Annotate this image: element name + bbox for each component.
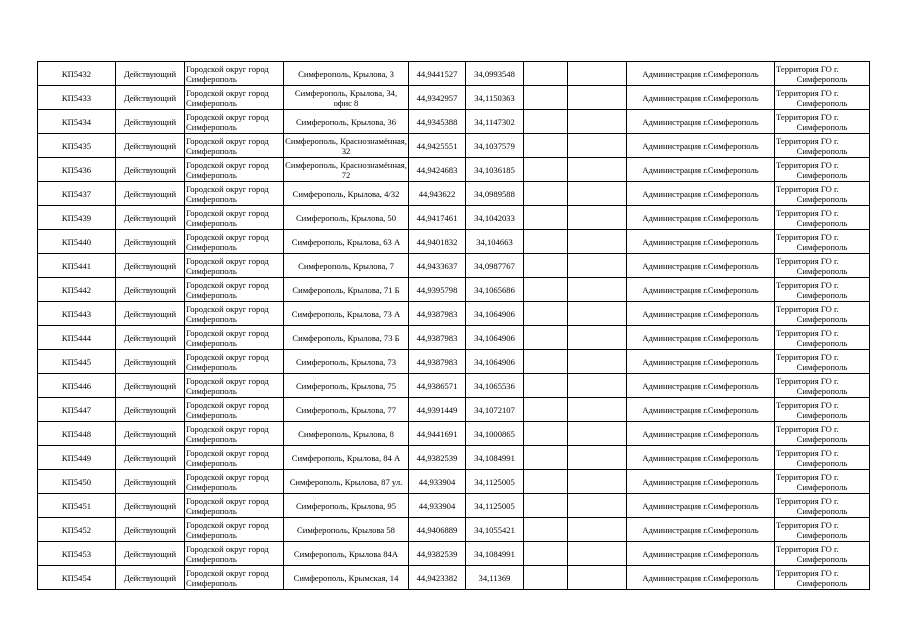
cell-district: Городской округ город Симферополь — [185, 542, 284, 566]
cell-district: Городской округ город Симферополь — [185, 86, 284, 110]
cell-organization: Администрация г.Симферополь — [627, 254, 775, 278]
cell-empty-2 — [568, 134, 627, 158]
cell-code: КП5452 — [38, 518, 116, 542]
cell-status: Действующий — [116, 110, 185, 134]
cell-empty-1 — [524, 350, 568, 374]
cell-address: Симферополь, Крылова, 4/32 — [284, 182, 409, 206]
cell-latitude: 44,9395798 — [409, 278, 466, 302]
cell-status: Действующий — [116, 326, 185, 350]
territory-line-2: Симферополь — [796, 265, 848, 276]
cell-latitude: 44,9433637 — [409, 254, 466, 278]
cell-empty-1 — [524, 518, 568, 542]
cell-territory — [775, 326, 870, 350]
cell-code: КП5432 — [38, 62, 116, 86]
territory-line-1: Территория ГО г. — [776, 303, 839, 314]
cell-latitude: 44,9342957 — [409, 86, 466, 110]
table-body — [38, 62, 870, 590]
cell-code: КП5441 — [38, 254, 116, 278]
cell-territory — [775, 62, 870, 86]
cell-empty-1 — [524, 422, 568, 446]
territory-line-1: Территория ГО г. — [776, 543, 839, 554]
cell-status: Действующий — [116, 518, 185, 542]
cell-longitude: 34,1125005 — [466, 494, 524, 518]
cell-empty-1 — [524, 182, 568, 206]
cell-organization: Администрация г.Симферополь — [627, 326, 775, 350]
cell-organization: Администрация г.Симферополь — [627, 494, 775, 518]
cell-latitude: 44,9345388 — [409, 110, 466, 134]
cell-address: Симферополь, Крылова, 73 А — [284, 302, 409, 326]
cell-longitude: 34,1084991 — [466, 446, 524, 470]
cell-address: Симферополь, Краснознамённая, 72 — [285, 159, 407, 180]
cell-latitude: 44,943622 — [409, 182, 466, 206]
territory-line-2: Симферополь — [796, 217, 848, 228]
table-row — [38, 278, 870, 302]
cell-empty-1 — [524, 302, 568, 326]
cell-empty-2 — [568, 110, 627, 134]
cell-address: Симферополь, Крылова, 63 А — [284, 230, 409, 254]
cell-empty-1 — [524, 446, 568, 470]
cell-address: Симферополь, Крылова, 8 — [284, 422, 409, 446]
territory-line-2: Симферополь — [796, 385, 848, 396]
cell-territory — [775, 134, 870, 158]
cell-district: Городской округ город Симферополь — [185, 470, 284, 494]
cell-status: Действующий — [116, 494, 185, 518]
cell-empty-2 — [568, 470, 627, 494]
table-row — [38, 110, 870, 134]
cell-empty-1 — [524, 206, 568, 230]
cell-organization: Администрация г.Симферополь — [627, 446, 775, 470]
territory-line-1: Территория ГО г. — [776, 471, 839, 482]
cell-organization: Администрация г.Симферополь — [627, 518, 775, 542]
cell-empty-2 — [568, 566, 627, 590]
table-row — [38, 182, 870, 206]
territory-line-1: Территория ГО г. — [776, 519, 839, 530]
cell-status: Действующий — [116, 374, 185, 398]
cell-territory — [775, 398, 870, 422]
cell-empty-2 — [568, 302, 627, 326]
cell-organization: Администрация г.Симферополь — [627, 350, 775, 374]
table-row — [38, 62, 870, 86]
cell-longitude: 34,1064906 — [466, 302, 524, 326]
cell-code: КП5447 — [38, 398, 116, 422]
cell-empty-2 — [568, 182, 627, 206]
cell-organization: Администрация г.Симферополь — [627, 278, 775, 302]
cell-district: Городской округ город Симферополь — [185, 182, 284, 206]
cell-district: Городской округ город Симферополь — [185, 110, 284, 134]
table-row — [38, 86, 870, 110]
cell-empty-2 — [568, 542, 627, 566]
cell-longitude: 34,1072107 — [466, 398, 524, 422]
cell-organization: Администрация г.Симферополь — [627, 422, 775, 446]
cell-empty-2 — [568, 62, 627, 86]
cell-latitude: 44,9386571 — [409, 374, 466, 398]
cell-status: Действующий — [116, 86, 185, 110]
cell-address: Симферополь, Крылова, 95 — [284, 494, 409, 518]
cell-code: КП5454 — [38, 566, 116, 590]
territory-line-2: Симферополь — [796, 97, 848, 108]
cell-status: Действующий — [116, 446, 185, 470]
cell-status: Действующий — [116, 470, 185, 494]
territory-line-1: Территория ГО г. — [776, 447, 839, 458]
cell-empty-2 — [568, 206, 627, 230]
territory-line-1: Территория ГО г. — [776, 135, 839, 146]
cell-territory — [775, 542, 870, 566]
cell-code: КП5437 — [38, 182, 116, 206]
territory-line-2: Симферополь — [796, 289, 848, 300]
cell-territory — [775, 206, 870, 230]
territory-line-2: Симферополь — [796, 145, 848, 156]
cell-code: КП5434 — [38, 110, 116, 134]
cell-address: Симферополь, Крылова, 34, офис 8 — [284, 86, 409, 110]
cell-organization: Администрация г.Симферополь — [627, 206, 775, 230]
territory-line-1: Территория ГО г. — [776, 159, 839, 170]
cell-longitude: 34,104663 — [466, 230, 524, 254]
cell-empty-1 — [524, 230, 568, 254]
cell-longitude: 34,1042033 — [466, 206, 524, 230]
cell-status: Действующий — [116, 350, 185, 374]
cell-latitude: 44,933904 — [409, 494, 466, 518]
table-row — [38, 158, 870, 182]
cell-code: КП5440 — [38, 230, 116, 254]
cell-empty-2 — [568, 398, 627, 422]
table-row — [38, 518, 870, 542]
territory-line-1: Территория ГО г. — [776, 399, 839, 410]
territory-line-2: Симферополь — [796, 553, 848, 564]
table-row — [38, 494, 870, 518]
cell-status: Действующий — [116, 398, 185, 422]
cell-latitude: 44,9391449 — [409, 398, 466, 422]
cell-latitude: 44,9387983 — [409, 350, 466, 374]
table-row — [38, 302, 870, 326]
territory-line-1: Территория ГО г. — [776, 231, 839, 242]
cell-longitude: 34,1055421 — [466, 518, 524, 542]
cell-status: Действующий — [116, 254, 185, 278]
cell-empty-1 — [524, 86, 568, 110]
cell-code: КП5433 — [38, 86, 116, 110]
territory-line-2: Симферополь — [796, 361, 848, 372]
cell-organization: Администрация г.Симферополь — [627, 230, 775, 254]
cell-district: Городской округ город Симферополь — [185, 254, 284, 278]
cell-empty-1 — [524, 374, 568, 398]
cell-address: Симферополь, Крылова, 73 — [284, 350, 409, 374]
cell-empty-1 — [524, 326, 568, 350]
cell-empty-1 — [524, 542, 568, 566]
territory-line-2: Симферополь — [796, 193, 848, 204]
cell-code: КП5443 — [38, 302, 116, 326]
cell-organization: Администрация г.Симферополь — [627, 470, 775, 494]
cell-code: КП5450 — [38, 470, 116, 494]
cell-district: Городской округ город Симферополь — [185, 350, 284, 374]
cell-status: Действующий — [116, 134, 185, 158]
cell-longitude: 34,1065686 — [466, 278, 524, 302]
cell-address: Симферополь, Крылова, 71 Б — [284, 278, 409, 302]
cell-district: Городской округ город Симферополь — [185, 422, 284, 446]
cell-latitude: 44,9382539 — [409, 446, 466, 470]
cell-empty-2 — [568, 326, 627, 350]
cell-empty-1 — [524, 134, 568, 158]
table-row — [38, 470, 870, 494]
cell-territory — [775, 446, 870, 470]
table-row — [38, 206, 870, 230]
cell-longitude: 34,0993548 — [466, 62, 524, 86]
cell-latitude: 44,9387983 — [409, 326, 466, 350]
cell-longitude: 34,1064906 — [466, 350, 524, 374]
table-row — [38, 398, 870, 422]
cell-district: Городской округ город Симферополь — [185, 374, 284, 398]
cell-organization: Администрация г.Симферополь — [627, 110, 775, 134]
cell-longitude: 34,11369 — [466, 566, 524, 590]
cell-longitude: 34,1150363 — [466, 86, 524, 110]
cell-empty-1 — [524, 254, 568, 278]
cell-district: Городской округ город Симферополь — [185, 230, 284, 254]
cell-empty-2 — [568, 518, 627, 542]
table-row — [38, 422, 870, 446]
territory-line-2: Симферополь — [796, 457, 848, 468]
territory-line-1: Территория ГО г. — [776, 351, 839, 362]
cell-address: Симферополь, Крылова, 3 — [284, 62, 409, 86]
cell-address: Симферополь, Крылова, 73 Б — [284, 326, 409, 350]
cell-address: Симферополь, Крылова, 50 — [284, 206, 409, 230]
cell-code: КП5442 — [38, 278, 116, 302]
cell-empty-2 — [568, 422, 627, 446]
cell-territory — [775, 350, 870, 374]
cell-code: КП5446 — [38, 374, 116, 398]
cell-territory — [775, 422, 870, 446]
table-row — [38, 566, 870, 590]
cell-address: Симферополь, Крылова, 84 А — [284, 446, 409, 470]
territory-line-2: Симферополь — [796, 169, 848, 180]
cell-organization: Администрация г.Симферополь — [627, 62, 775, 86]
cell-district: Городской округ город Симферополь — [185, 326, 284, 350]
cell-organization: Администрация г.Симферополь — [627, 566, 775, 590]
cell-empty-2 — [568, 350, 627, 374]
cell-status: Действующий — [116, 182, 185, 206]
territory-line-2: Симферополь — [796, 577, 848, 588]
cell-address: Симферополь, Крылова 58 — [284, 518, 409, 542]
cell-latitude: 44,933904 — [409, 470, 466, 494]
cell-district: Городской округ город Симферополь — [185, 518, 284, 542]
cell-address: Симферополь, Крылова, 87 ул. — [284, 470, 409, 494]
territory-line-1: Территория ГО г. — [776, 567, 839, 578]
territory-line-1: Территория ГО г. — [776, 495, 839, 506]
territory-line-1: Территория ГО г. — [776, 63, 839, 74]
cell-longitude: 34,1084991 — [466, 542, 524, 566]
cell-territory — [775, 518, 870, 542]
territory-line-1: Территория ГО г. — [776, 423, 839, 434]
registry-table — [37, 61, 870, 590]
cell-code: КП5451 — [38, 494, 116, 518]
cell-organization: Администрация г.Симферополь — [627, 542, 775, 566]
cell-empty-1 — [524, 494, 568, 518]
cell-latitude: 44,9417461 — [409, 206, 466, 230]
territory-line-2: Симферополь — [796, 313, 848, 324]
territory-line-2: Симферополь — [796, 433, 848, 444]
cell-address: Симферополь, Крылова, 77 — [284, 398, 409, 422]
cell-status: Действующий — [116, 62, 185, 86]
cell-latitude: 44,9406889 — [409, 518, 466, 542]
territory-line-2: Симферополь — [796, 505, 848, 516]
cell-status: Действующий — [116, 422, 185, 446]
table-row — [38, 446, 870, 470]
table-row — [38, 134, 870, 158]
territory-line-1: Территория ГО г. — [776, 255, 839, 266]
cell-latitude: 44,9441691 — [409, 422, 466, 446]
cell-code: КП5448 — [38, 422, 116, 446]
cell-empty-1 — [524, 278, 568, 302]
cell-latitude: 44,9424683 — [409, 158, 466, 182]
cell-longitude: 34,1037579 — [466, 134, 524, 158]
cell-latitude: 44,9387983 — [409, 302, 466, 326]
cell-address: Симферополь, Краснознамённая, 32 — [285, 135, 407, 156]
territory-line-2: Симферополь — [796, 481, 848, 492]
territory-line-2: Симферополь — [796, 241, 848, 252]
cell-longitude: 34,0987767 — [466, 254, 524, 278]
cell-district: Городской округ город Симферополь — [185, 134, 284, 158]
territory-line-1: Территория ГО г. — [776, 207, 839, 218]
cell-territory — [775, 182, 870, 206]
cell-empty-2 — [568, 158, 627, 182]
table-row — [38, 542, 870, 566]
cell-status: Действующий — [116, 278, 185, 302]
cell-longitude: 34,0989588 — [466, 182, 524, 206]
cell-empty-2 — [568, 278, 627, 302]
cell-address: Симферополь, Крылова, 7 — [284, 254, 409, 278]
cell-code: КП5449 — [38, 446, 116, 470]
cell-district: Городской округ город Симферополь — [185, 398, 284, 422]
cell-longitude: 34,1125005 — [466, 470, 524, 494]
cell-territory — [775, 470, 870, 494]
cell-empty-2 — [568, 494, 627, 518]
territory-line-2: Симферополь — [796, 409, 848, 420]
cell-status: Действующий — [116, 158, 185, 182]
cell-empty-1 — [524, 158, 568, 182]
territory-line-2: Симферополь — [796, 337, 848, 348]
cell-territory — [775, 158, 870, 182]
cell-empty-2 — [568, 230, 627, 254]
cell-code: КП5453 — [38, 542, 116, 566]
cell-empty-1 — [524, 62, 568, 86]
cell-longitude: 34,1000865 — [466, 422, 524, 446]
cell-latitude: 44,9425551 — [409, 134, 466, 158]
cell-empty-1 — [524, 110, 568, 134]
cell-organization: Администрация г.Симферополь — [627, 182, 775, 206]
cell-district: Городской округ город Симферополь — [185, 494, 284, 518]
cell-territory — [775, 278, 870, 302]
cell-district: Городской округ город Симферополь — [185, 278, 284, 302]
cell-territory — [775, 254, 870, 278]
cell-longitude: 34,1065536 — [466, 374, 524, 398]
cell-organization: Администрация г.Симферополь — [627, 86, 775, 110]
cell-code: КП5435 — [38, 134, 116, 158]
cell-status: Действующий — [116, 542, 185, 566]
cell-district: Городской округ город Симферополь — [185, 206, 284, 230]
territory-line-1: Территория ГО г. — [776, 111, 839, 122]
table-row — [38, 374, 870, 398]
cell-empty-2 — [568, 374, 627, 398]
cell-territory — [775, 566, 870, 590]
cell-territory — [775, 110, 870, 134]
cell-address: Симферополь, Крылова, 75 — [284, 374, 409, 398]
cell-organization: Администрация г.Симферополь — [627, 398, 775, 422]
cell-latitude: 44,9382539 — [409, 542, 466, 566]
cell-empty-1 — [524, 470, 568, 494]
cell-address: Симферополь, Крымская, 14 — [284, 566, 409, 590]
territory-line-2: Симферополь — [796, 529, 848, 540]
cell-code: КП5439 — [38, 206, 116, 230]
cell-code: КП5444 — [38, 326, 116, 350]
cell-territory — [775, 374, 870, 398]
cell-status: Действующий — [116, 566, 185, 590]
cell-latitude: 44,9441527 — [409, 62, 466, 86]
table-row — [38, 230, 870, 254]
cell-organization: Администрация г.Симферополь — [627, 374, 775, 398]
cell-address: Симферополь, Крылова 84А — [284, 542, 409, 566]
cell-code: КП5436 — [38, 158, 116, 182]
table-row — [38, 254, 870, 278]
cell-empty-1 — [524, 398, 568, 422]
table-row — [38, 326, 870, 350]
cell-empty-2 — [568, 254, 627, 278]
cell-district: Городской округ город Симферополь — [185, 158, 284, 182]
cell-status: Действующий — [116, 230, 185, 254]
cell-territory — [775, 302, 870, 326]
cell-territory — [775, 230, 870, 254]
territory-line-2: Симферополь — [796, 121, 848, 132]
territory-line-1: Территория ГО г. — [776, 183, 839, 194]
cell-district: Городской округ город Симферополь — [185, 302, 284, 326]
territory-line-1: Территория ГО г. — [776, 87, 839, 98]
cell-organization: Администрация г.Симферополь — [627, 158, 775, 182]
cell-organization: Администрация г.Симферополь — [627, 302, 775, 326]
cell-latitude: 44,9423382 — [409, 566, 466, 590]
territory-line-1: Территория ГО г. — [776, 375, 839, 386]
cell-organization: Администрация г.Симферополь — [627, 134, 775, 158]
cell-longitude: 34,1064906 — [466, 326, 524, 350]
cell-status: Действующий — [116, 302, 185, 326]
cell-address: Симферополь, Крылова, 36 — [284, 110, 409, 134]
cell-status: Действующий — [116, 206, 185, 230]
cell-territory — [775, 86, 870, 110]
cell-empty-2 — [568, 446, 627, 470]
territory-line-2: Симферополь — [796, 73, 848, 84]
cell-longitude: 34,1036185 — [466, 158, 524, 182]
cell-empty-2 — [568, 86, 627, 110]
cell-code: КП5445 — [38, 350, 116, 374]
table-row — [38, 350, 870, 374]
cell-district: Городской округ город Симферополь — [185, 566, 284, 590]
cell-latitude: 44,9401832 — [409, 230, 466, 254]
territory-line-1: Территория ГО г. — [776, 279, 839, 290]
territory-line-1: Территория ГО г. — [776, 327, 839, 338]
cell-longitude: 34,1147302 — [466, 110, 524, 134]
cell-district: Городской округ город Симферополь — [185, 62, 284, 86]
cell-territory — [775, 494, 870, 518]
cell-district: Городской округ город Симферополь — [185, 446, 284, 470]
cell-empty-1 — [524, 566, 568, 590]
